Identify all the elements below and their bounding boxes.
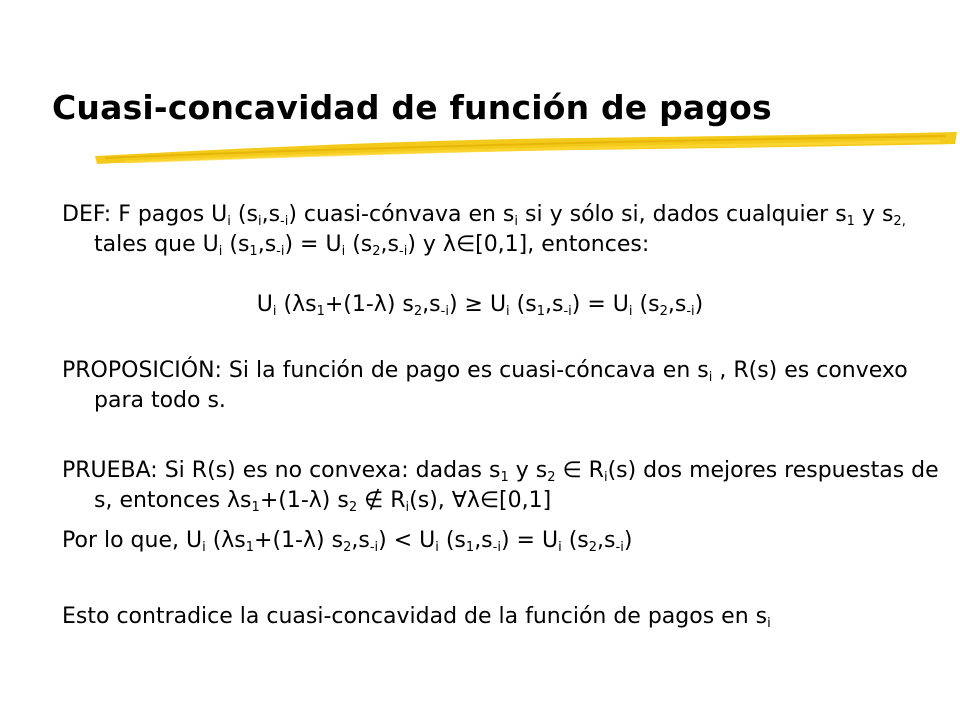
subscript: i (341, 244, 346, 259)
subscript: -i (563, 304, 572, 319)
text-run: ) cuasi-cónvava en s (288, 202, 515, 227)
text-run: ) = U (571, 292, 629, 317)
subscript: -i (399, 244, 408, 259)
slide-title: Cuasi-concavidad de función de pagos (52, 88, 772, 127)
text-run: ,s (351, 528, 370, 553)
text-run: y s (508, 458, 548, 483)
subscript: -i (615, 540, 624, 555)
subscript: 1 (536, 304, 545, 319)
subscript: i (272, 304, 277, 319)
text-run: ,s (380, 232, 400, 257)
subscript: i (405, 500, 410, 515)
text-run: (s (345, 232, 373, 257)
subscript: 2, (893, 214, 906, 229)
subscript: i (708, 370, 713, 385)
text-run: si y sólo si, dados cualquier s (518, 202, 847, 227)
subscript: i (257, 214, 262, 229)
proposition-text (62, 356, 944, 416)
text-run: ,s (257, 232, 277, 257)
text-run: U (256, 292, 273, 317)
text-run: (s (632, 292, 660, 317)
subscript: i (514, 214, 519, 229)
subscript: i (628, 304, 633, 319)
subscript: 2 (659, 304, 668, 319)
text-run: ) < U (378, 528, 436, 553)
definition-text (62, 200, 944, 260)
text-run: +(1-λ) s (259, 488, 349, 513)
text-run: PRUEBA: Si R(s) es no convexa: dadas s (62, 458, 501, 483)
text-run: (s (561, 528, 589, 553)
text-run: ∉ R (357, 488, 406, 513)
subscript: 1 (846, 214, 855, 229)
text-run: ) ≥ U (448, 292, 507, 317)
subscript: -i (686, 304, 695, 319)
conclusion-inequality (62, 526, 944, 556)
subscript: 2 (372, 244, 381, 259)
subscript: i (435, 540, 439, 555)
text-run: ∈ R (555, 458, 604, 483)
subscript: 1 (465, 540, 475, 555)
text-run: ) (694, 292, 704, 317)
subscript: i (767, 616, 771, 631)
subscript: 1 (251, 500, 260, 515)
text-run: (s), ∀λ∈[0,1] (409, 488, 552, 513)
text-run: +(1-λ) s (324, 292, 414, 317)
subscript: i (558, 540, 562, 555)
text-run: Esto contradice la cuasi-concavidad de la función de pagos en s (62, 604, 768, 629)
subscript: -i (276, 244, 285, 259)
text-run: PROPOSICIÓN: Si la función de pago es cuasi-cóncava en s (62, 358, 709, 383)
text-run: ) (623, 528, 633, 553)
subscript: 1 (500, 470, 509, 485)
subscript: -i (492, 540, 501, 555)
subscript: 2 (348, 500, 358, 515)
subscript: i (218, 244, 223, 259)
subscript: 2 (547, 470, 556, 485)
text-run: (s (509, 292, 537, 317)
subscript: 1 (316, 304, 325, 319)
subscript: -i (369, 540, 379, 555)
text-run: y s (854, 202, 894, 227)
text-run: +(1-λ) s (254, 528, 344, 553)
text-run: ,s (545, 292, 564, 317)
text-run: (s (438, 528, 466, 553)
text-run: tales que U (94, 232, 219, 257)
subscript: -i (280, 214, 289, 229)
subscript: 1 (249, 244, 258, 259)
text-run: ,s (422, 292, 441, 317)
text-run: ,s (474, 528, 493, 553)
subscript: -i (440, 304, 449, 319)
subscript: i (202, 540, 206, 555)
contradiction-text (62, 602, 944, 632)
subscript: i (227, 214, 231, 229)
subscript: i (506, 304, 510, 319)
subscript: 2 (413, 304, 423, 319)
text-run: ,s (667, 292, 687, 317)
text-run: (s (230, 202, 258, 227)
text-run: ) y (407, 232, 443, 257)
text-run: (λs (276, 292, 317, 317)
text-run: λ∈[0,1], entonces: (442, 232, 650, 257)
subscript: 2 (343, 540, 352, 555)
text-run: ) = U (500, 528, 559, 553)
text-run: Por lo que, U (62, 528, 203, 553)
text-run: ,s (261, 202, 281, 227)
subscript: 1 (245, 540, 255, 555)
text-run: , R(s) es convexo para todo s. (94, 358, 908, 413)
text-run: (s (222, 232, 250, 257)
title-underline-brush (95, 128, 960, 168)
subscript: 2 (588, 540, 598, 555)
subscript: i (603, 470, 608, 485)
text-run: (s) dos mejores respuestas de s, entonces λs (94, 458, 939, 513)
text-run: ,s (597, 528, 616, 553)
text-run: (λs (205, 528, 246, 553)
text-run: ) = U (284, 232, 342, 257)
proof-text (62, 456, 944, 516)
text-run: DEF: F pagos U (62, 202, 228, 227)
equation-quasiconcavity (0, 290, 960, 320)
